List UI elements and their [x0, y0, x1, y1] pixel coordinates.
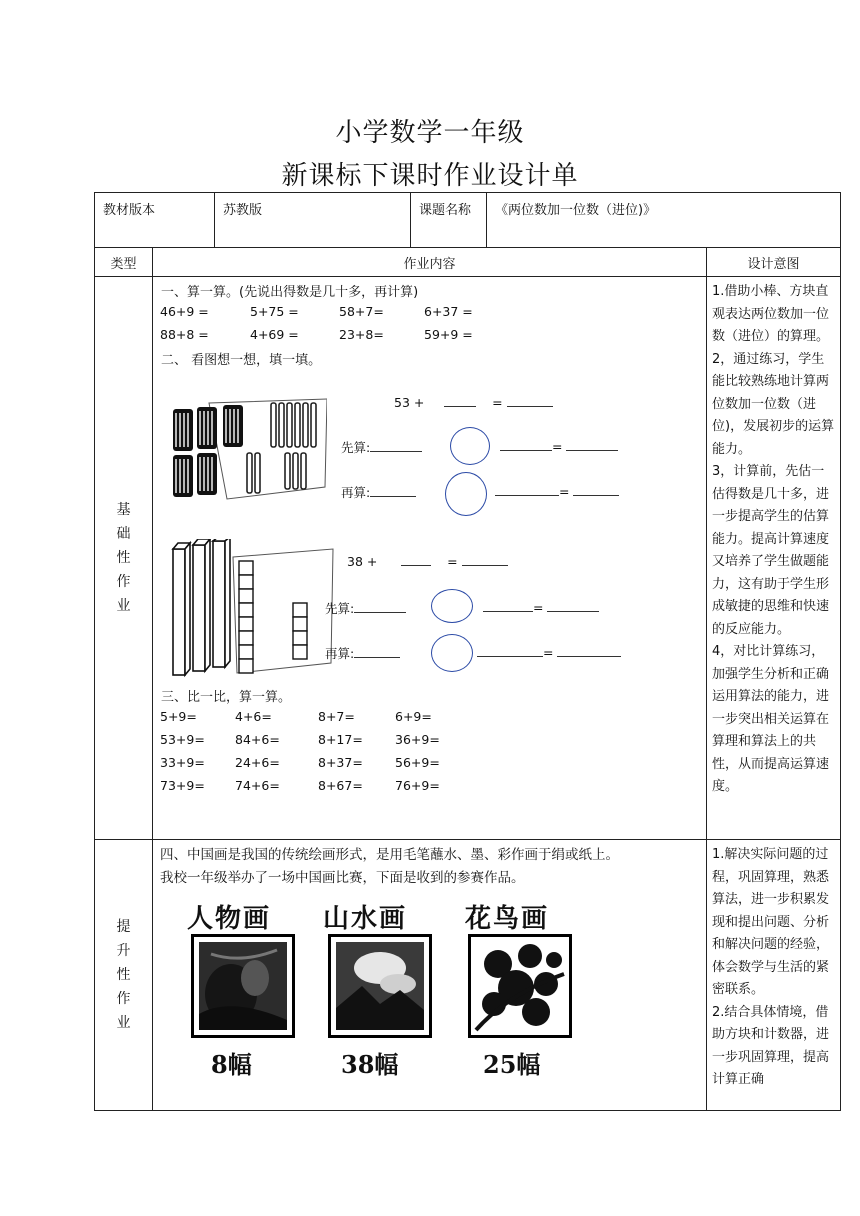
- basic-type-label: 基 础 性 作 业: [95, 277, 153, 840]
- advanced-content: [153, 840, 707, 1111]
- q1-item: 4+69 =: [250, 327, 299, 342]
- q1-item: 23+8=: [339, 327, 384, 342]
- q2a-then-calc: 再算:: [341, 483, 416, 501]
- advanced-type-label: 提 升 性 作 业: [95, 840, 153, 1111]
- q1-item: 46+9 =: [160, 304, 209, 319]
- q3-item: 8+17=: [318, 732, 363, 747]
- q2b-first-calc: 先算:: [325, 599, 406, 617]
- landscape-painting-image: [328, 934, 432, 1038]
- q3-item: 84+6=: [235, 732, 280, 747]
- q1-item: 58+7=: [339, 304, 384, 319]
- col-intent: 设计意图: [707, 248, 841, 277]
- q3-title: 三、比一比，算一算。: [161, 690, 292, 705]
- painting-count: 25幅: [483, 1050, 541, 1079]
- figure-painting-image: [191, 934, 295, 1038]
- q3-item: 53+9=: [160, 732, 205, 747]
- painting-count: 8幅: [211, 1050, 252, 1079]
- q1-title: 一、算一算。(先说出得数是几十多，再计算): [161, 285, 419, 300]
- q3-item: 76+9=: [395, 778, 440, 793]
- q3-item: 74+6=: [235, 778, 280, 793]
- q3-item: 36+9=: [395, 732, 440, 747]
- q2a-first-calc: 先算:: [341, 438, 422, 456]
- q2b-circle-then: [431, 634, 473, 672]
- topic-value: 《两位数加一位数（进位)》: [487, 193, 841, 248]
- q1-item: 5+75 =: [250, 304, 299, 319]
- q3-item: 73+9=: [160, 778, 205, 793]
- q2a-equation: 53 + =: [394, 394, 553, 410]
- topic-label: 课题名称: [411, 193, 487, 248]
- col-type: 类型: [95, 248, 153, 277]
- q3-item: 24+6=: [235, 755, 280, 770]
- painting-count: 38幅: [341, 1050, 399, 1079]
- q2a-first-result: =: [500, 438, 618, 454]
- q1-item: 59+9 =: [424, 327, 473, 342]
- sticks-bundle-illustration: [167, 395, 327, 505]
- q3-item: 8+67=: [318, 778, 363, 793]
- q2b-then-calc: 再算:: [325, 644, 400, 662]
- q2b-equation: 38 + =: [347, 553, 508, 569]
- q3-item: 8+7=: [318, 709, 355, 724]
- painting-label: 花鸟画: [465, 904, 550, 934]
- q2a-circle-then: [445, 472, 487, 516]
- q4-text: 四、中国画是我国的传统绘画形式，是用毛笔蘸水、墨、彩作画于绢或纸上。我校一年级举办了一场中国画比赛，下面是收到的参赛作品。: [160, 847, 619, 886]
- page-title: 小学数学一年级: [335, 118, 525, 148]
- q2b-circle-first: [431, 589, 473, 623]
- q3-item: 56+9=: [395, 755, 440, 770]
- textbook-value: 苏教版: [215, 193, 411, 248]
- q3-item: 4+6=: [235, 709, 272, 724]
- q3-item: 8+37=: [318, 755, 363, 770]
- homework-table: [94, 192, 841, 1111]
- q3-item: 6+9=: [395, 709, 432, 724]
- basic-intent: 1.借助小棒、方块直观表达两位数加一位数（进位）的算理。 2，通过练习，学生能比较熟练地计算两位数加一位数（进位)，发展初步的运算能力。 3，计算前，先估一估得数是几十多，进一步提高学生的估算能力。提高计算速度又培养了学生做题能力，这有助于学生形成敏捷的思维和快速的反应能力。 4，对比计算练习，加强学生分析和正确运用算法的能力，进一步突出相关运算在算理和算法上的共性，从而提高运算速度。: [707, 277, 841, 840]
- q2a-circle-first: [450, 427, 490, 465]
- q2b-first-result: =: [483, 599, 599, 615]
- painting-label: 山水画: [323, 904, 408, 934]
- q1-item: 6+37 =: [424, 304, 473, 319]
- col-content: 作业内容: [153, 248, 707, 277]
- q2b-then-result: =: [477, 644, 621, 660]
- page-subtitle: 新课标下课时作业设计单: [281, 161, 579, 191]
- textbook-label: 教材版本: [95, 193, 215, 248]
- q1-item: 88+8 =: [160, 327, 209, 342]
- q3-item: 5+9=: [160, 709, 197, 724]
- advanced-intent: 1.解决实际问题的过程，巩固算理，熟悉算法，进一步积累发现和提出问题、分析和解决问题的经验，体会数学与生活的紧密联系。 2.结合具体情境，借助方块和计数器，进一步巩固算理，提高计算正确: [707, 840, 841, 1111]
- q3-item: 33+9=: [160, 755, 205, 770]
- painting-label: 人物画: [187, 904, 272, 934]
- blocks-illustration: [167, 539, 337, 681]
- q2-title: 二、 看图想一想，填一填。: [161, 353, 322, 368]
- q2a-then-result: =: [495, 483, 619, 499]
- flower-bird-painting-image: [468, 934, 572, 1038]
- basic-content: [153, 277, 707, 840]
